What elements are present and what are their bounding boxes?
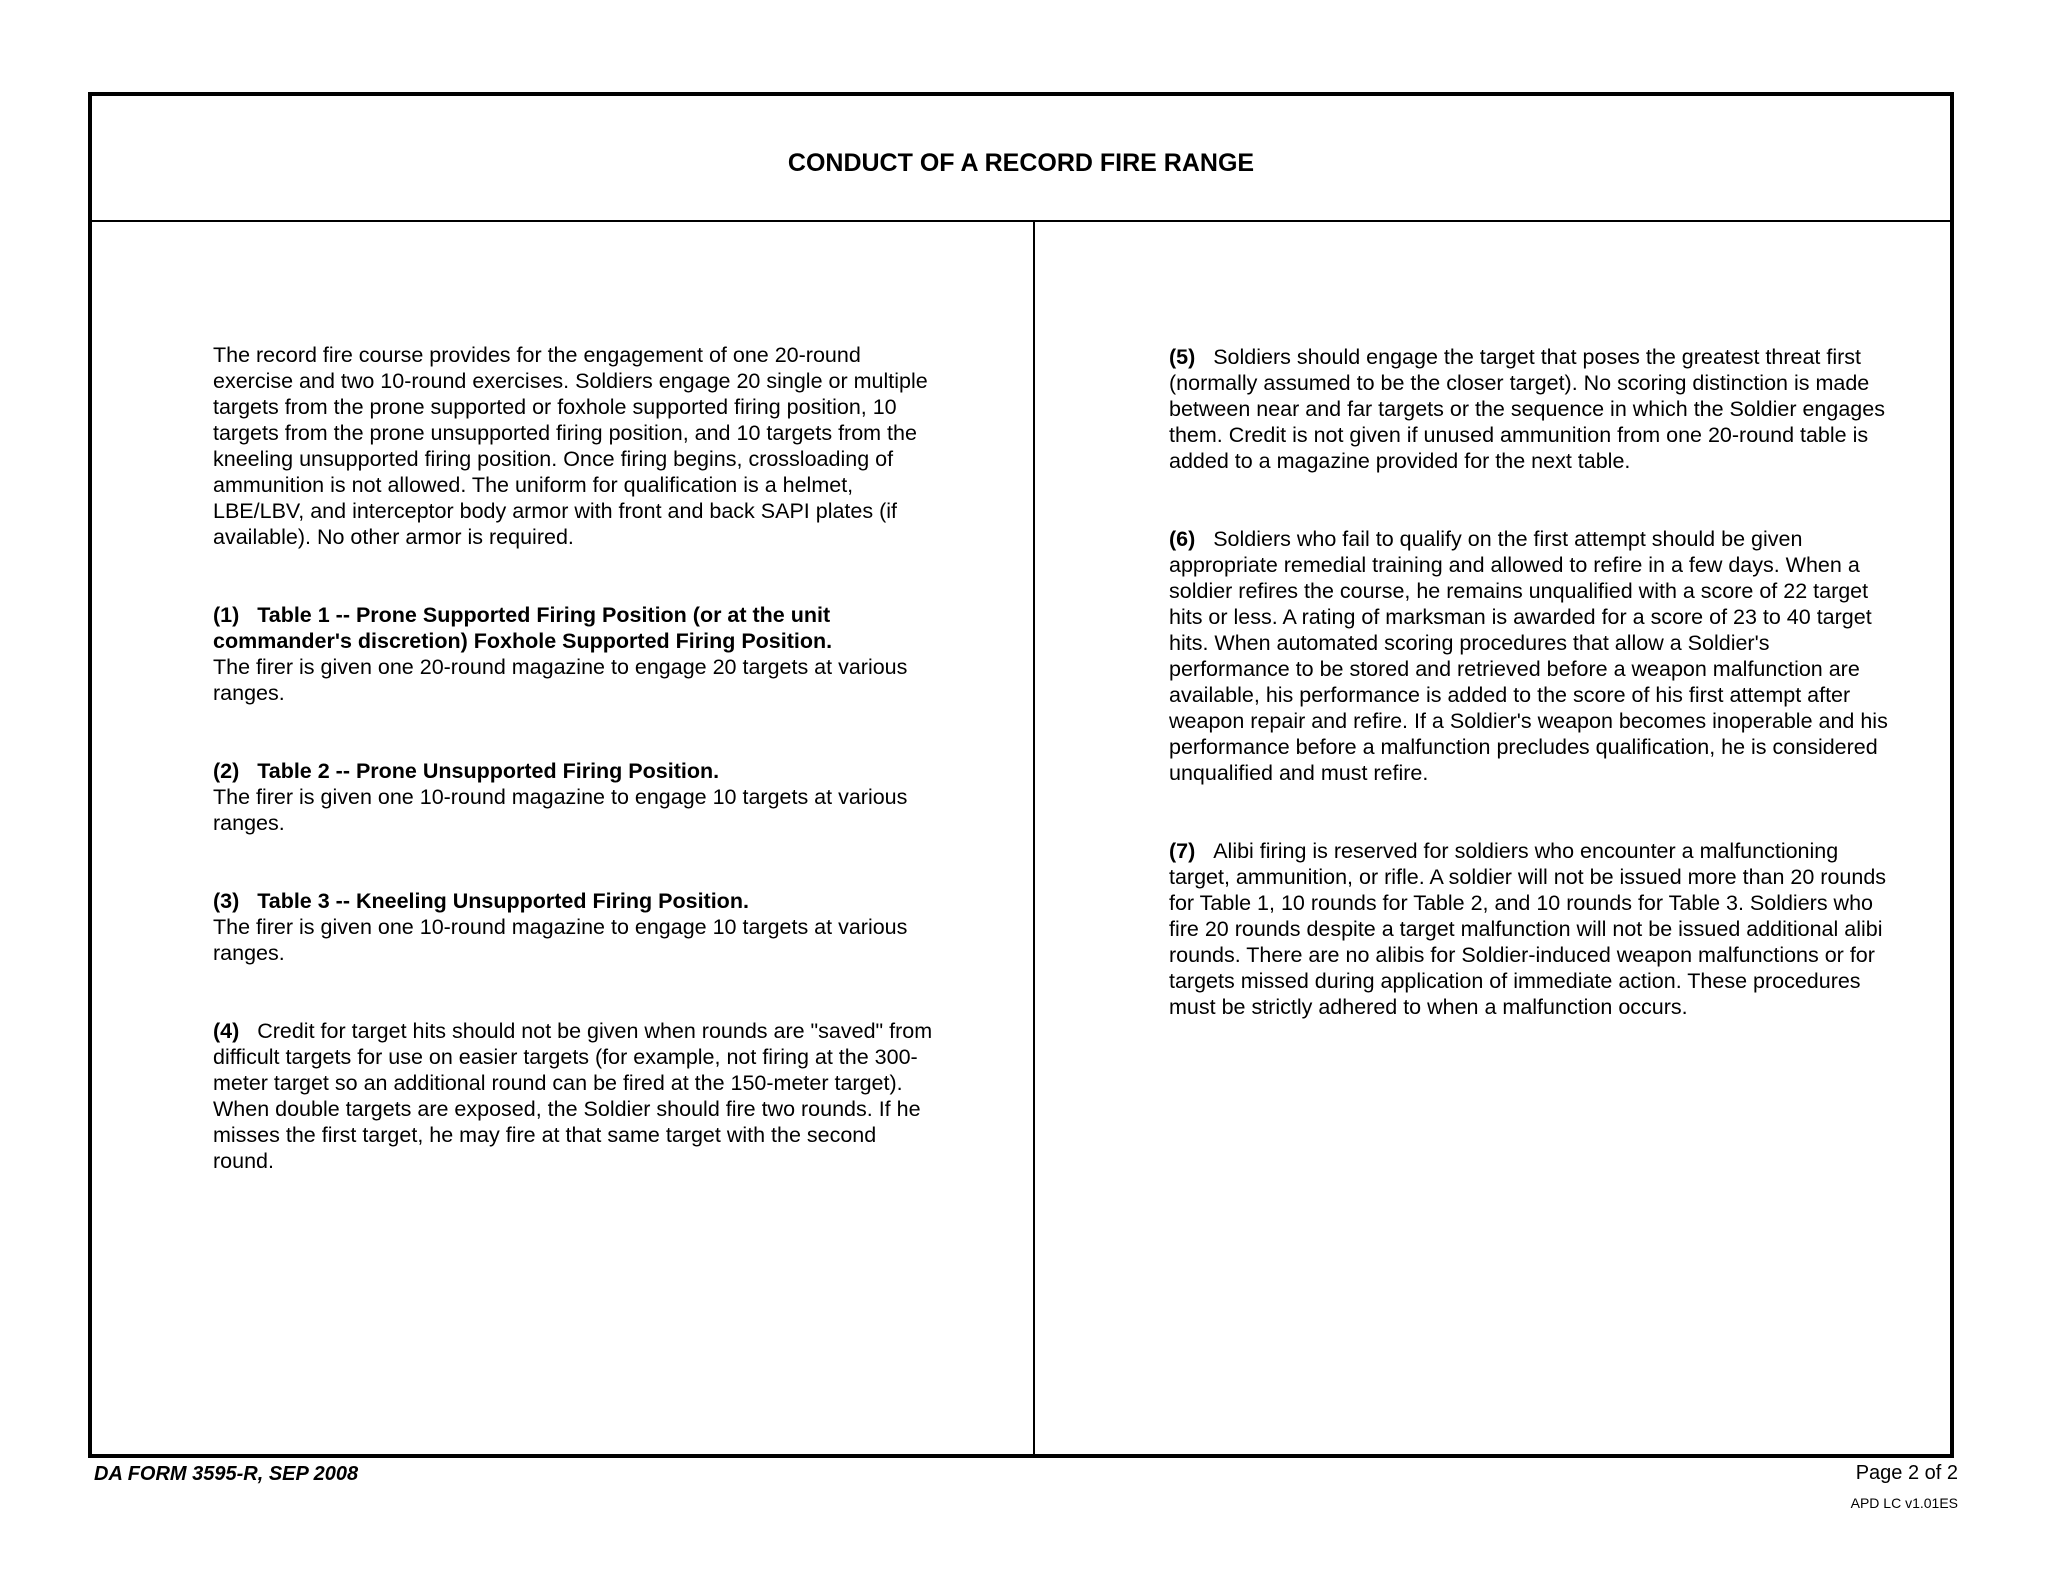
left-column <box>213 342 933 1174</box>
footer-form-id: DA FORM 3595-R, SEP 2008 <box>94 1463 359 1485</box>
form-frame <box>88 92 1954 1458</box>
item-text: Credit for target hits should not be given when rounds are "saved" from difficult targets for use on easier targets (for example, not firing at the 300-meter target so an additional round can be fired at the 150-meter target). When double targets are exposed, the Soldier should fire two rounds. If he misses the first target, he may fire at that same target with the second round. <box>213 1019 933 1173</box>
item-number: (1) <box>213 603 240 627</box>
item-2-paragraph <box>213 758 933 836</box>
item-3-paragraph <box>213 888 933 966</box>
item-number: (6) <box>1169 527 1196 551</box>
item-heading: Table 1 -- Prone Supported Firing Position (or at the unit commander's discretion) Foxhole Supported Firing Position. <box>213 603 833 653</box>
item-number: (5) <box>1169 345 1196 369</box>
item-text: Soldiers who fail to qualify on the first attempt should be given appropriate remedial training and allowed to refire in a few days. When a soldier refires the course, he remains unqualified with a score of 22 target hits or less. A rating of marksman is awarded for a score of 23 to 40 target hits. When automated scoring procedures that allow a Soldier's performance to be stored and retrieved before a weapon malfunction are available, his performance is added to the score of his first attempt after weapon repair and refire. If a Soldier's weapon becomes inoperable and his performance before a malfunction precludes qualification, he is considered unqualified and must refire. <box>1169 527 1888 785</box>
item-7-paragraph <box>1169 838 1889 1020</box>
item-4-paragraph <box>213 1018 933 1174</box>
item-number: (2) <box>213 759 240 783</box>
title-bar <box>92 96 1950 222</box>
item-number: (4) <box>213 1019 240 1043</box>
item-1-paragraph <box>213 602 933 706</box>
form-title: CONDUCT OF A RECORD FIRE RANGE <box>787 149 1255 177</box>
item-text: The firer is given one 10-round magazine to engage 10 targets at various ranges. <box>213 785 908 835</box>
item-text: Soldiers should engage the target that poses the greatest threat first (normally assumed to be the closer target). No scoring distinction is made between near and far targets or the sequence in which the Soldier engages them. Credit is not given if unused ammunition from one 20-round table is added to a magazine provided for the next table. <box>1169 345 1885 473</box>
item-number: (3) <box>213 889 240 913</box>
column-divider <box>1033 220 1035 1458</box>
item-text: Alibi firing is reserved for soldiers who encounter a malfunctioning target, ammunition, or rifle. A soldier will not be issued more than 20 rounds for Table 1, 10 rounds for Table 2, and 10 rounds for Table 3. Soldiers who fire 20 rounds despite a target malfunction will not be issued additional alibi rounds. There are no alibis for Soldier-induced weapon malfunctions or for targets missed during application of immediate action. These procedures must be strictly adhered to when a malfunction occurs. <box>1169 839 1887 1019</box>
footer-page-number: Page 2 of 2 <box>1855 1462 1958 1484</box>
item-5-paragraph <box>1169 344 1889 474</box>
item-text: The firer is given one 10-round magazine to engage 10 targets at various ranges. <box>213 915 908 965</box>
item-text: The firer is given one 20-round magazine to engage 20 targets at various ranges. <box>213 655 908 705</box>
item-number: (7) <box>1169 839 1196 863</box>
item-heading: Table 3 -- Kneeling Unsupported Firing Position. <box>257 889 749 913</box>
intro-paragraph: The record fire course provides for the engagement of one 20-round exercise and two 10-round exercises. Soldiers engage 20 single or multiple targets from the prone supported or foxhole supported firing position, 10 targets from the prone unsupported firing position, and 10 targets from the kneeling unsupported firing position. Once firing begins, crossloading of ammunition is not allowed. The uniform for qualification is a helmet, LBE/LBV, and interceptor body armor with front and back SAPI plates (if available). No other armor is required. <box>213 343 928 549</box>
right-column <box>1169 344 1889 1020</box>
item-heading: Table 2 -- Prone Unsupported Firing Position. <box>257 759 720 783</box>
item-6-paragraph <box>1169 526 1889 786</box>
footer-version: APD LC v1.01ES <box>1850 1495 1958 1511</box>
